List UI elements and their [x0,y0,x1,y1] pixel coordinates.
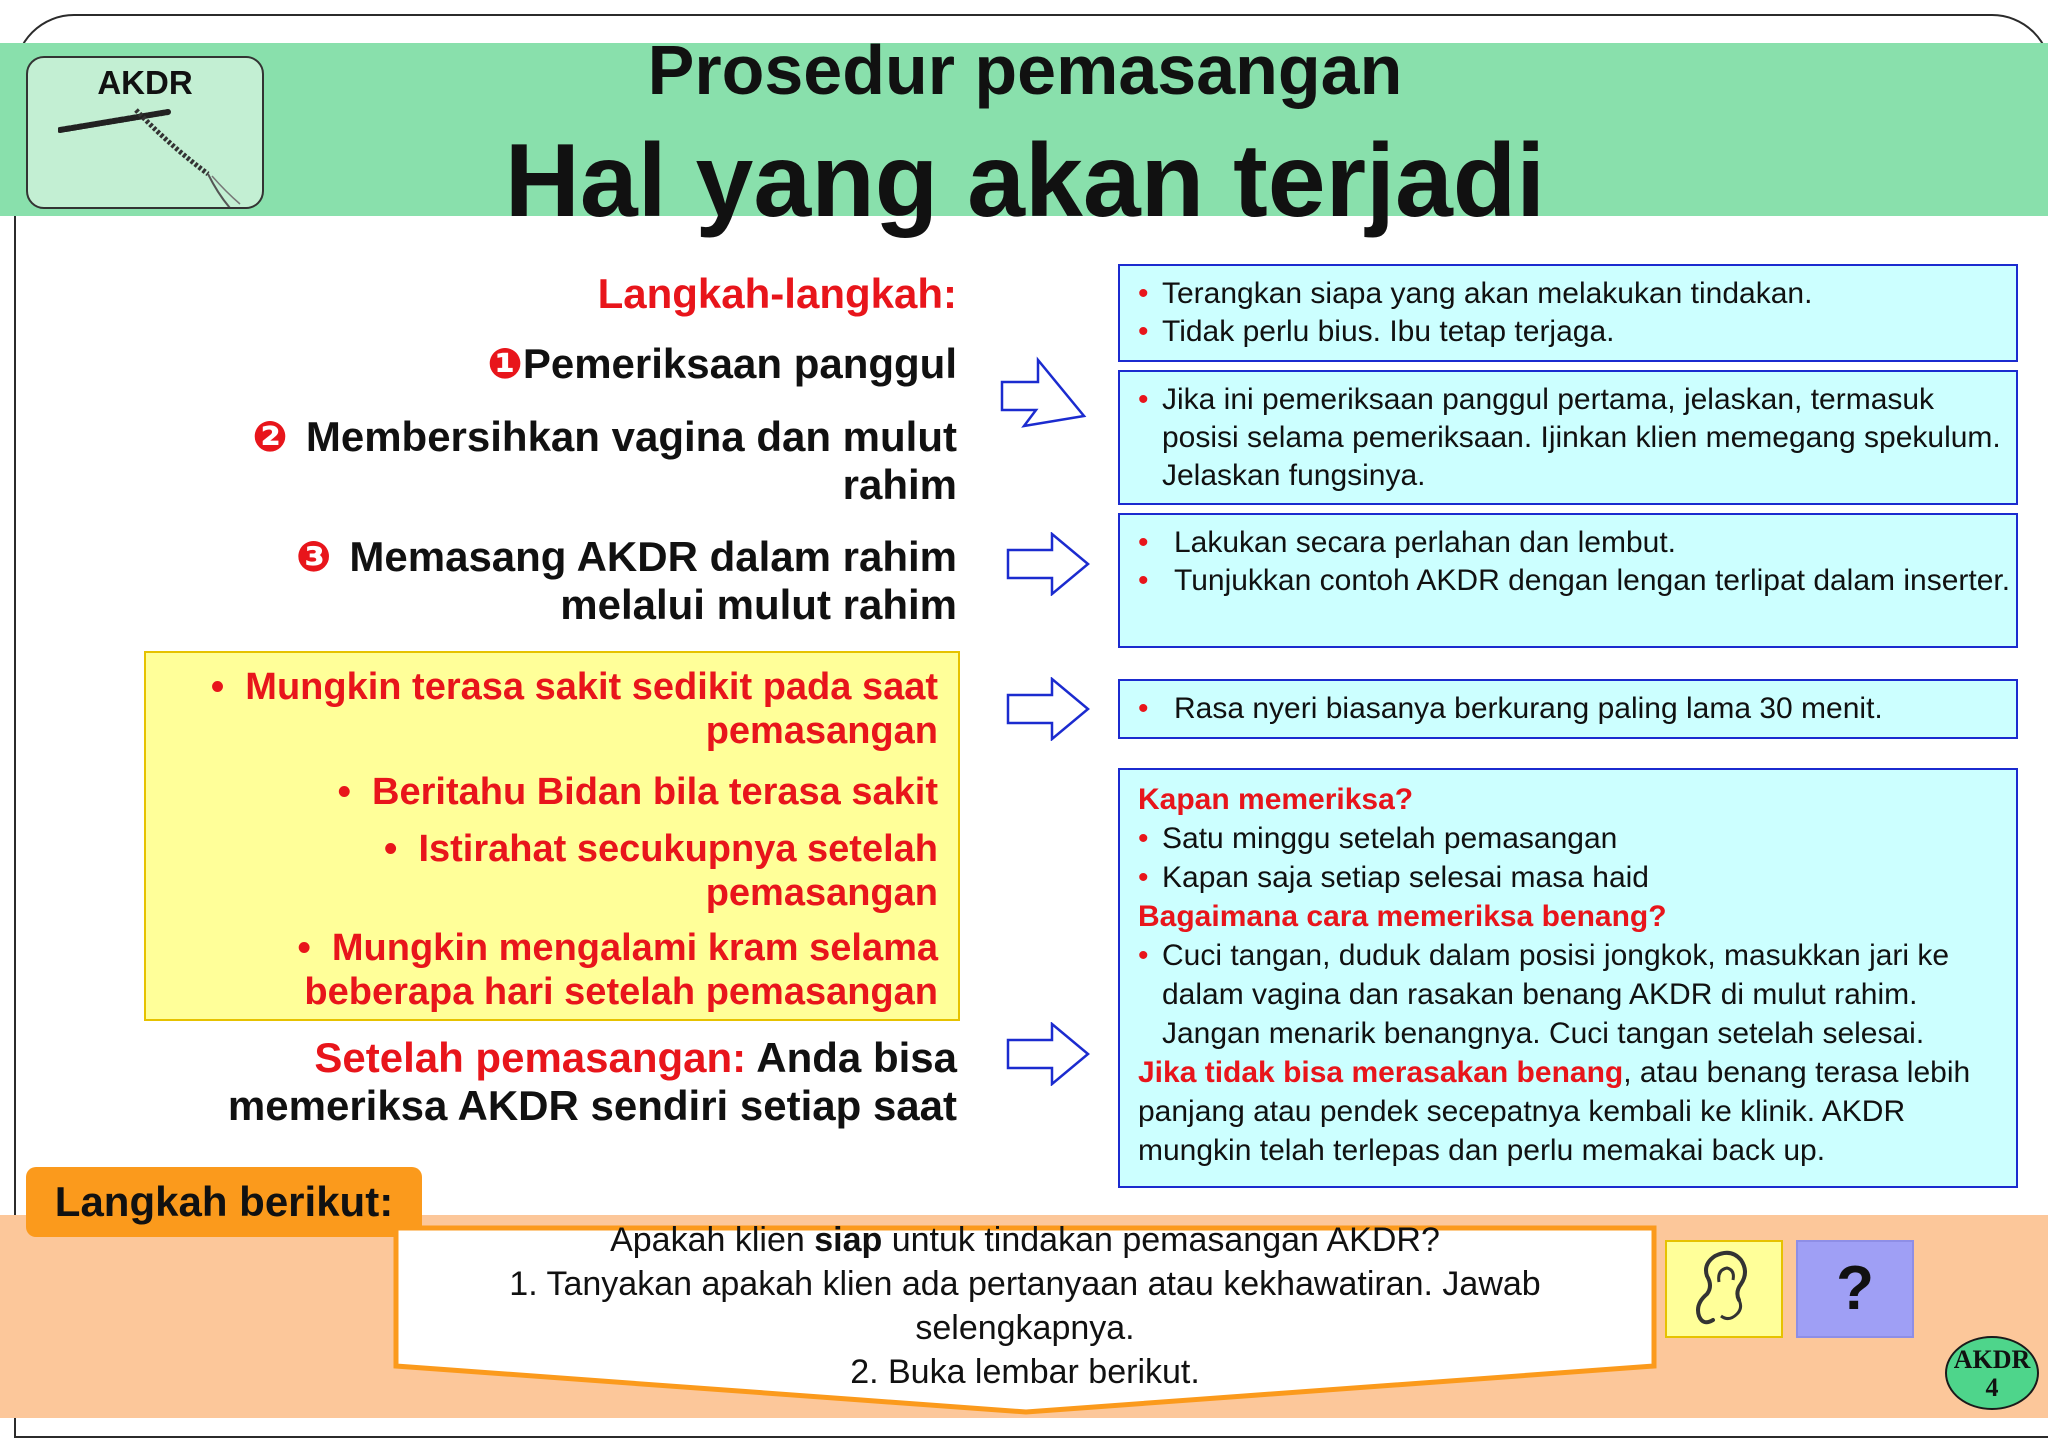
after-text-line1: Anda bisa [746,1034,957,1081]
steps-heading: Langkah-langkah: [597,270,957,317]
badge-number: 4 [1985,1373,1999,1402]
step-3-text-line1: Memasang AKDR dalam rahim [349,533,957,580]
step-3-number: ❸ [295,533,332,580]
step-1-number: ❶ [487,340,523,387]
info-item: • Satu minggu setelah pemasangan [1120,819,2016,858]
step-3-text-line2: melalui mulut rahim [560,581,957,628]
page-badge [1945,1336,2039,1410]
arrow-right-icon [998,356,1090,432]
step-1-text: Pemeriksaan panggul [522,340,957,387]
info-box-2 [1118,370,2018,505]
after-text-line2: memeriksa AKDR sendiri setiap saat [227,1082,957,1129]
after-label: Setelah pemasangan: [314,1034,747,1081]
warning-body: , atau benang terasa lebih panjang atau pendek secepatnya kembali ke klinik. AKDR mungkin telah terlepas dan perlu memakai back up. [1138,1056,1971,1167]
instruction-1: 1. Tanyakan apakah klien ada pertanyaan atau kekhawatiran. Jawab [509,1265,1541,1303]
how-heading: Bagaimana cara memeriksa benang? [1138,900,1667,933]
info-box-5 [1118,768,2018,1188]
arrow-right-icon [1006,1022,1090,1086]
question-icon: ? [1836,1254,1874,1323]
arrow-right-icon [1006,532,1090,596]
arrow-right-icon [1006,677,1090,741]
info-box-3 [1118,513,2018,648]
note-item: • Beritahu Bidan bila terasa sakit [337,771,938,813]
step-2-text-line2: rahim [842,461,957,508]
ear-icon [1667,1242,1781,1336]
when-heading: Kapan memeriksa? [1138,783,1414,816]
note-item: • Mungkin mengalami kram selama beberapa hari setelah pemasangan [297,927,938,1013]
info-item: • Tunjukkan contoh AKDR dengan lengan terlipat dalam inserter. [1120,562,2016,600]
step-2-text-line1: Membersihkan vagina dan mulut [305,413,957,460]
logo-label: AKDR [97,64,193,101]
instruction-2: 2. Buka lembar berikut. [850,1353,1200,1391]
info-item: • Tidak perlu bius. Ibu tetap terjaga. [1120,313,2016,351]
step-2 [252,413,957,509]
step-2-number: ❷ [252,413,288,460]
akdr-logo [26,56,264,209]
info-item: • Lakukan secara perlahan dan lembut. [1120,524,2016,562]
iud-icon [58,104,258,209]
info-item: • Rasa nyeri biasanya berkurang paling lama 30 menit. [1120,690,2016,728]
info-box-1 [1118,264,2018,362]
info-item: • Terangkan siapa yang akan melakukan tindakan. [1120,275,2016,313]
next-step-label: Langkah berikut: [26,1167,422,1237]
step-1 [487,340,957,388]
prompt-text [400,1218,1650,1394]
warning-text [1120,1053,2016,1170]
note-item: • Mungkin terasa sakit sedikit pada saat pemasangan [210,666,938,752]
listen-button[interactable] [1665,1240,1783,1338]
badge-label: AKDR [1953,1345,2031,1374]
info-item: • Kapan saja setiap selesai masa haid [1120,858,2016,897]
info-item: • Jika ini pemeriksaan panggul pertama, jelaskan, termasuk posisi selama pemeriksaan. Ijinkan klien memegang spekulum. Jelaskan fungsinya. [1120,381,2016,495]
info-box-4 [1118,679,2018,739]
page-title: Hal yang akan terjadi [504,123,1546,239]
step-3 [296,533,957,629]
warning-label: Jika tidak bisa merasakan benang [1138,1056,1624,1089]
note-item: • Istirahat secukupnya setelah pemasangan [384,828,938,914]
ready-question: Apakah klien siap untuk tindakan pemasangan AKDR? [610,1221,1440,1259]
notes-box [144,651,960,1021]
after-insertion [228,1034,957,1130]
info-item: • Cuci tangan, duduk dalam posisi jongkok, masukkan jari ke dalam vagina dan rasakan benang AKDR di mulut rahim. Jangan menarik benangnya. Cuci tangan setelah selesai. [1120,936,2016,1053]
page-subtitle: Prosedur pemasangan [647,31,1403,109]
instruction-1-cont: selengkapnya. [915,1309,1135,1347]
help-button[interactable] [1796,1240,1914,1338]
